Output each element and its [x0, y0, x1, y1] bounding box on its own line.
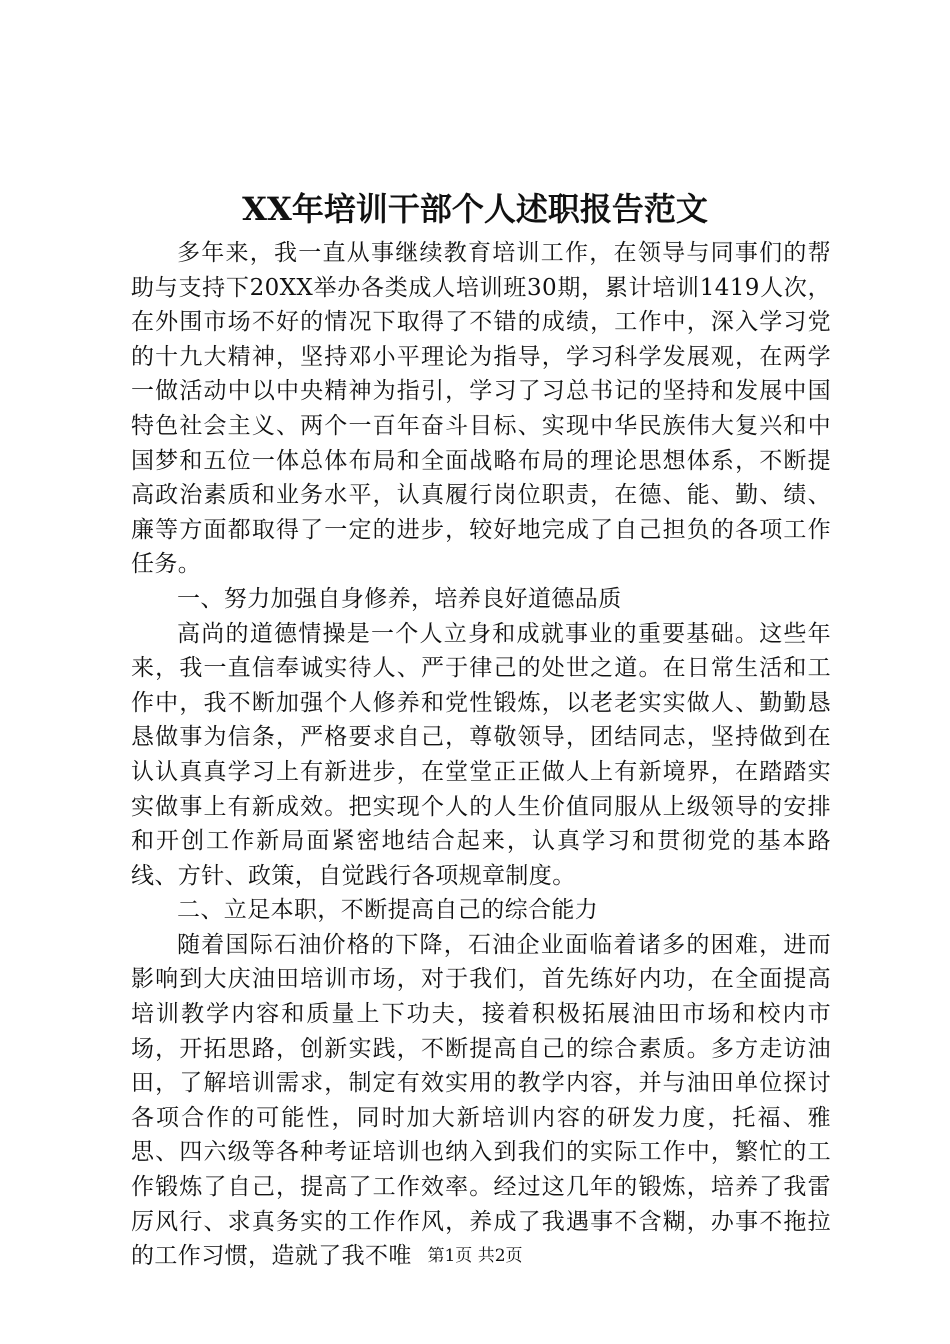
intro-paragraph: 多年来，我一直从事继续教育培训工作，在领导与同事们的帮助与支持下20XX举办各类成人培训班30期，累计培训1419人次，在外围市场不好的情况下取得了不错的成绩，工作中，深入学习党的十九大精神，坚持邓小平理论为指导，学习科学发展观，在两学一做活动中以中央精神为指引，学习了习总书记的坚持和发展中国特色社会主义、两个一百年奋斗目标、实现中华民族伟大复兴和中国梦和五位一体总体布局和全面战略布局的理论思想体系，不断提高政治素质和业务水平，认真履行岗位职责，在德、能、勤、绩、廉等方面都取得了一定的进步，较好地完成了自己担负的各项工作任务。 [131, 240, 831, 578]
section-1-paragraph: 高尚的道德情操是一个人立身和成就事业的重要基础。这些年来，我一直信奉诚实待人、严于律己的处世之道。在日常生活和工作中，我不断加强个人修养和党性锻炼，以老老实实做人、勤勤恳恳做事为信条，严格要求自己，尊敬领导，团结同志，坚持做到在认认真真学习上有新进步，在堂堂正正做人上有新境界，在踏踏实实做事上有新成效。把实现个人的人生价值同服从上级领导的安排和开创工作新局面紧密地结合起来，认真学习和贯彻党的基本路线、方针、政策，自觉践行各项规章制度。 [131, 620, 831, 889]
section-heading-2: 二、立足本职，不断提高自己的综合能力 [177, 897, 599, 924]
document-title: XX年培训干部个人述职报告范文 [242, 190, 708, 228]
document-body [131, 236, 831, 1274]
section-heading-1: 一、努力加强自身修养，培养良好道德品质 [177, 585, 622, 612]
section-2-paragraph: 随着国际石油价格的下降，石油企业面临着诸多的困难，进而影响到大庆油田培训市场，对于我们，首先练好内功，在全面提高培训教学内容和质量上下功夫，接着积极拓展油田市场和校内市场，开拓思路，创新实践，不断提高自己的综合素质。多方走访油田，了解培训需求，制定有效实用的教学内容，并与油田单位探讨各项合作的可能性，同时加大新培训内容的研发力度，托福、雅思、四六级等各种考证培训也纳入到我们的实际工作中，繁忙的工作锻炼了自己，提高了工作效率。经过这几年的锻炼，培养了我雷厉风行、求真务实的工作作风，养成了我遇事不含糊，办事不拖拉的工作习惯，造就了我不唯 [131, 931, 831, 1270]
page-footer: 第1页 共2页 [427, 1246, 523, 1266]
